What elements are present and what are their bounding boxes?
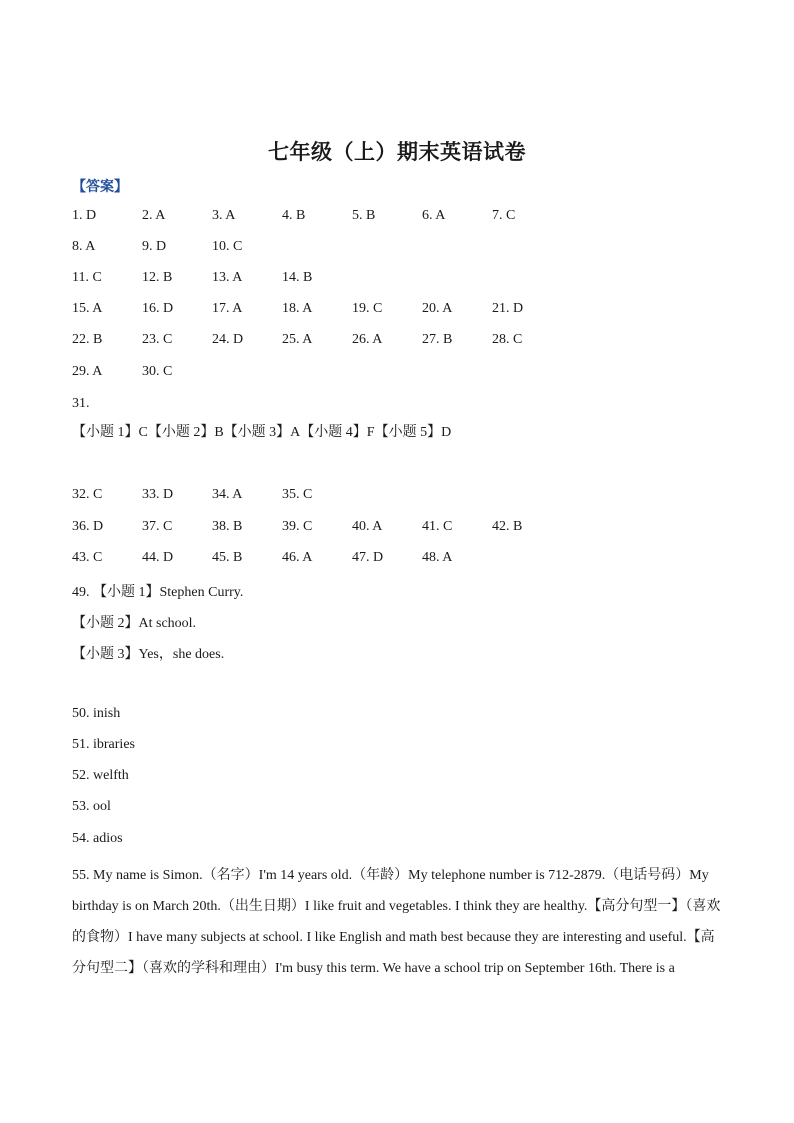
q49-line-3: 【小题 3】Yes，she does. <box>72 647 225 662</box>
answer-item: 17. A <box>212 301 243 316</box>
q49-line-2: 【小题 2】At school. <box>72 616 197 631</box>
q54-answer: 54. adios <box>72 831 123 846</box>
answer-item: 33. D <box>142 487 174 502</box>
answer-item: 43. C <box>72 550 103 565</box>
answer-item: 12. B <box>142 270 173 285</box>
answer-item: 48. A <box>422 550 453 565</box>
answer-item: 42. B <box>492 519 523 534</box>
answer-item: 32. C <box>72 487 103 502</box>
q52-answer: 52. welfth <box>72 768 129 783</box>
answer-item: 27. B <box>422 332 453 347</box>
answer-item: 13. A <box>212 270 243 285</box>
q49-line-1: 49. 【小题 1】Stephen Curry. <box>72 585 244 600</box>
answer-item: 1. D <box>72 208 97 223</box>
answer-item: 46. A <box>282 550 313 565</box>
answer-item: 41. C <box>422 519 453 534</box>
answer-item: 14. B <box>282 270 313 285</box>
answer-item: 37. C <box>142 519 173 534</box>
answer-item: 28. C <box>492 332 523 347</box>
answer-item: 38. B <box>212 519 243 534</box>
page-title: 七年级（上）期末英语试卷 <box>268 140 526 164</box>
q53-answer: 53. ool <box>72 799 111 814</box>
q55-essay: 55. My name is Simon.（名字）I'm 14 years old.（年龄）My telephone number is 712-2879.（电话号码）My birthday is on March 20th.（出生日期）I like fruit and vegetables. I think they are healthy.【高分句型一】（喜欢的食物）I have many subjects at school. I like English and math best because they are interesting and useful.【高分句型二】（喜欢的学科和理由）I'm busy this term. We have a school trip on September 16th. There is a <box>72 868 721 976</box>
answer-item: 2. A <box>142 208 166 223</box>
q51-answer: 51. ibraries <box>72 737 135 752</box>
answer-item: 24. D <box>212 332 244 347</box>
answer-item: 7. C <box>492 208 516 223</box>
answer-label: 【答案】 <box>72 179 128 195</box>
answer-item: 5. B <box>352 208 376 223</box>
answer-item: 15. A <box>72 301 103 316</box>
answer-item: 3. A <box>212 208 236 223</box>
answer-item: 40. A <box>352 519 383 534</box>
answer-item: 30. C <box>142 364 173 379</box>
q31-answers: 【小题 1】C【小题 2】B【小题 3】A【小题 4】F【小题 5】D <box>72 425 452 440</box>
answer-item: 8. A <box>72 239 96 254</box>
answer-item: 34. A <box>212 487 243 502</box>
answer-item: 39. C <box>282 519 313 534</box>
answer-item: 21. D <box>492 301 524 316</box>
answer-item: 23. C <box>142 332 173 347</box>
answer-item: 36. D <box>72 519 104 534</box>
answer-item: 26. A <box>352 332 383 347</box>
answer-item: 20. A <box>422 301 453 316</box>
answer-item: 25. A <box>282 332 313 347</box>
answer-item: 29. A <box>72 364 103 379</box>
q31-number: 31. <box>72 396 90 411</box>
q50-answer: 50. inish <box>72 706 121 721</box>
answer-item: 47. D <box>352 550 384 565</box>
answer-item: 35. C <box>282 487 313 502</box>
answer-item: 45. B <box>212 550 243 565</box>
answer-item: 10. C <box>212 239 243 254</box>
answer-item: 44. D <box>142 550 174 565</box>
answer-item: 6. A <box>422 208 446 223</box>
answer-item: 4. B <box>282 208 306 223</box>
answer-item: 18. A <box>282 301 313 316</box>
answer-item: 16. D <box>142 301 174 316</box>
answer-item: 11. C <box>72 270 102 285</box>
answer-item: 9. D <box>142 239 167 254</box>
answer-item: 22. B <box>72 332 103 347</box>
answer-item: 19. C <box>352 301 383 316</box>
